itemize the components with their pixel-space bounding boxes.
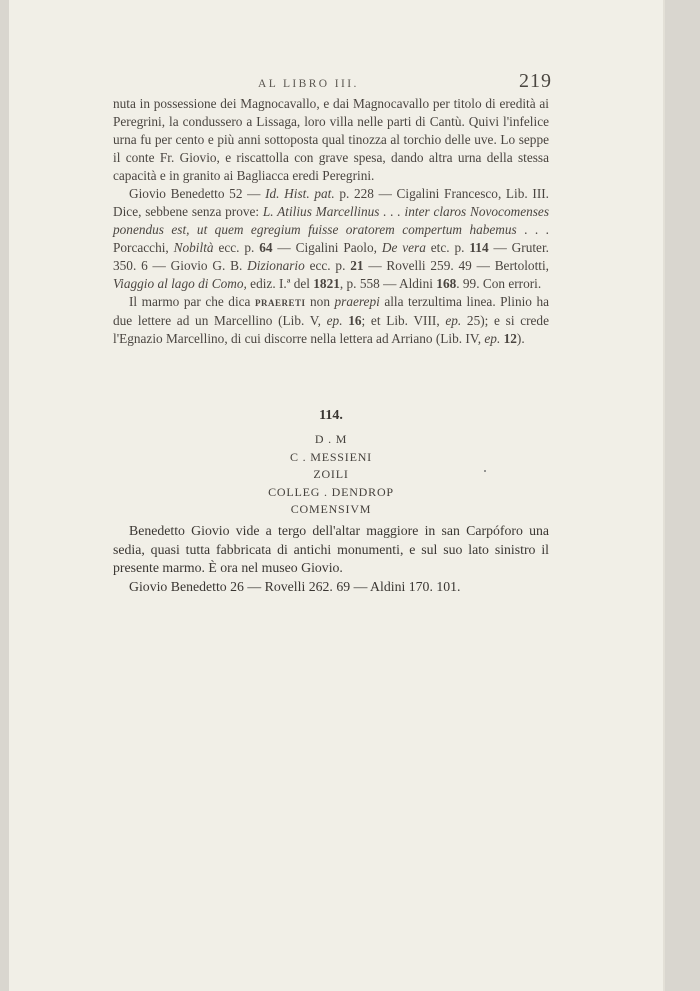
inscription-line: COLLEG . DENDROP xyxy=(268,484,394,499)
paragraph-urn-history: nuta in possessione dei Magnocavallo, e dai Magnocavallo per titolo di eredità ai Peregrini, la condussero a Lissaga, loro villa nelle parti di Cantù. Quivi l'infelice urna fu per cento e più anni sottoposta qual tinozza al torchio delle uve. Lo seppe il conte Fr. Giovio, e riscattolla con grave spesa, dando altra urna della stessa capacità e in granito ai Bagliacca eredi Peregrini. xyxy=(113,96,549,183)
inscription-line: ZOILI xyxy=(313,467,349,481)
paragraph-references: Giovio Benedetto 52 — Id. Hist. pat. p. 228 — Cigalini Francesco, Lib. III. Dice, sebbene senza prove: L. Atilius Marcellinus . . . inter claros Novocomenses ponendus est, ut quem egregium fuisse oratorem compertum habemus . . . Porcacchi, Nobiltà ecc. p. 64 — Cigalini Paolo, De vera etc. p. 114 — Gruter. 350. 6 — Giovio G. B. Dizionario ecc. p. 21 — Rovelli 259. 49 — Bertolotti, Viaggio al lago di Como, ediz. I.ª del 1821, p. 558 — Aldini 168. 99. Con errori. xyxy=(113,186,549,291)
commentary-text xyxy=(113,522,549,596)
page-header xyxy=(112,72,552,96)
running-head: AL LIBRO III. xyxy=(258,78,359,90)
commentary-references: Giovio Benedetto 26 — Rovelli 262. 69 — Aldini 170. 101. xyxy=(129,578,461,594)
inscription-line: C . MESSIENI xyxy=(290,449,372,464)
commentary-paragraph: Benedetto Giovio vide a tergo dell'altar maggiore in san Carpóforo una sedia, quasi tutta fabbricata di antichi monumenti, e sul suo lato sinistro il presente marmo. È ora nel museo Giovio. xyxy=(113,523,549,575)
entry-number: 114. xyxy=(319,408,343,423)
inscription-line: D . M xyxy=(314,432,348,446)
main-text xyxy=(113,95,549,348)
page-number: 219 xyxy=(519,70,552,92)
inscription-line: COMENSIVM xyxy=(290,502,372,516)
paragraph-marble-note: Il marmo par che dica PRAERETI non praerepi alla terzultima linea. Plinio ha due lettere ad un Marcellino (Lib. V, ep. 16; et Lib. VIII, ep. 25); e si crede l'Egnazio Marcellino, di cui discorre nella lettera ad Arriano (Lib. IV, ep. 12). xyxy=(113,294,550,346)
inscription-block xyxy=(113,431,549,519)
ink-speck xyxy=(484,470,486,472)
book-page xyxy=(9,0,665,991)
